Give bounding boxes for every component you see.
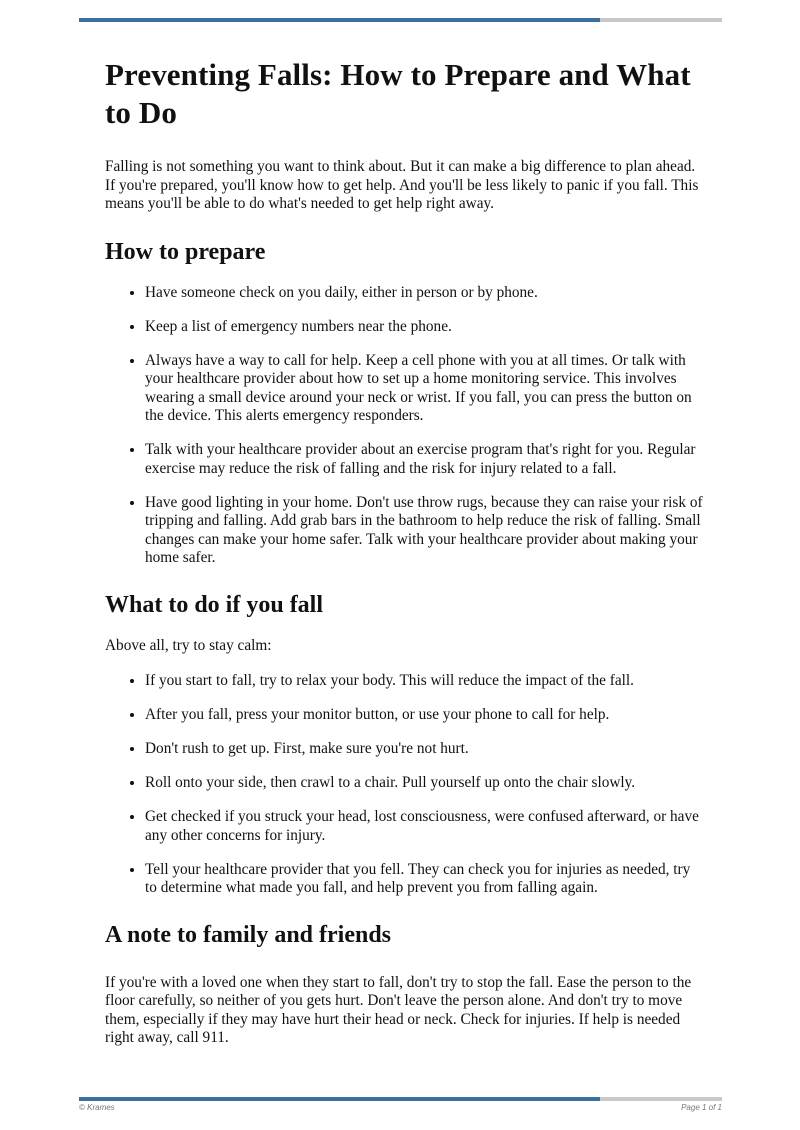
family-note-paragraph: If you're with a loved one when they start to fall, don't try to stop the fall. Ease the person to the floor carefully, so neither of you gets hurt. Don't leave the person alone. And don't try to move them, especially if they may have hurt their head or neck. Check for injuries. If help is needed right away, call 911. xyxy=(105,973,692,1046)
section-heading-what-to-do: What to do if you fall xyxy=(105,591,324,618)
header-progress-bar xyxy=(79,18,722,22)
section-heading-how-to-prepare: How to prepare xyxy=(105,238,266,265)
list-item: • Tell your healthcare provider that you fell. They can check you for injuries as needed, try to determine what made you fall, and help prevent you from falling again. xyxy=(145,861,705,898)
header-bar-fill xyxy=(79,18,600,22)
list-item: • Talk with your healthcare provider about an exercise program that's right for you. Regular exercise may reduce the risk of falling and the risk for injury related to a fall. xyxy=(145,441,705,478)
section-lead-paragraph: Above all, try to stay calm: xyxy=(105,636,272,654)
footer-page-number: Page 1 of 1 xyxy=(681,1103,722,1112)
list-item: • If you start to fall, try to relax your body. This will reduce the impact of the fall. xyxy=(145,672,705,691)
list-item: • Don't rush to get up. First, make sure you're not hurt. xyxy=(145,740,705,759)
footer-progress-bar xyxy=(79,1097,722,1101)
footer-bar-fill xyxy=(79,1097,600,1101)
document-body xyxy=(105,56,705,1048)
intro-paragraph: Falling is not something you want to think about. But it can make a big difference to plan ahead. If you're prepared, you'll know how to get help. And you'll be less likely to panic if you fall. This means you'll be able to do what's needed to get help right away. xyxy=(105,158,699,212)
prepare-list xyxy=(105,284,705,568)
list-item: • Have someone check on you daily, either in person or by phone. xyxy=(145,284,705,303)
page-title: Preventing Falls: How to Prepare and What to Do xyxy=(105,57,691,130)
fall-actions-list xyxy=(105,672,705,898)
list-item: • Always have a way to call for help. Keep a cell phone with you at all times. Or talk with your healthcare provider about how to set up a home monitoring service. This involves wearing a small device around your neck or wrist. If you fall, you can press the button on the device. This alerts emergency responders. xyxy=(145,352,705,426)
list-item: • Get checked if you struck your head, lost consciousness, were confused afterward, or have any other concerns for injury. xyxy=(145,808,705,845)
footer-copyright: © Krames xyxy=(79,1103,115,1112)
section-heading-family-friends: A note to family and friends xyxy=(105,921,392,948)
list-item: • After you fall, press your monitor button, or use your phone to call for help. xyxy=(145,706,705,725)
list-item: • Roll onto your side, then crawl to a chair. Pull yourself up onto the chair slowly. xyxy=(145,774,705,793)
list-item: • Have good lighting in your home. Don't use throw rugs, because they can raise your risk of tripping and falling. Add grab bars in the bathroom to help reduce the risk of falling. Small changes can make your home safer. Talk with your healthcare provider about making your home safer. xyxy=(145,494,705,568)
list-item: • Keep a list of emergency numbers near the phone. xyxy=(145,318,705,337)
